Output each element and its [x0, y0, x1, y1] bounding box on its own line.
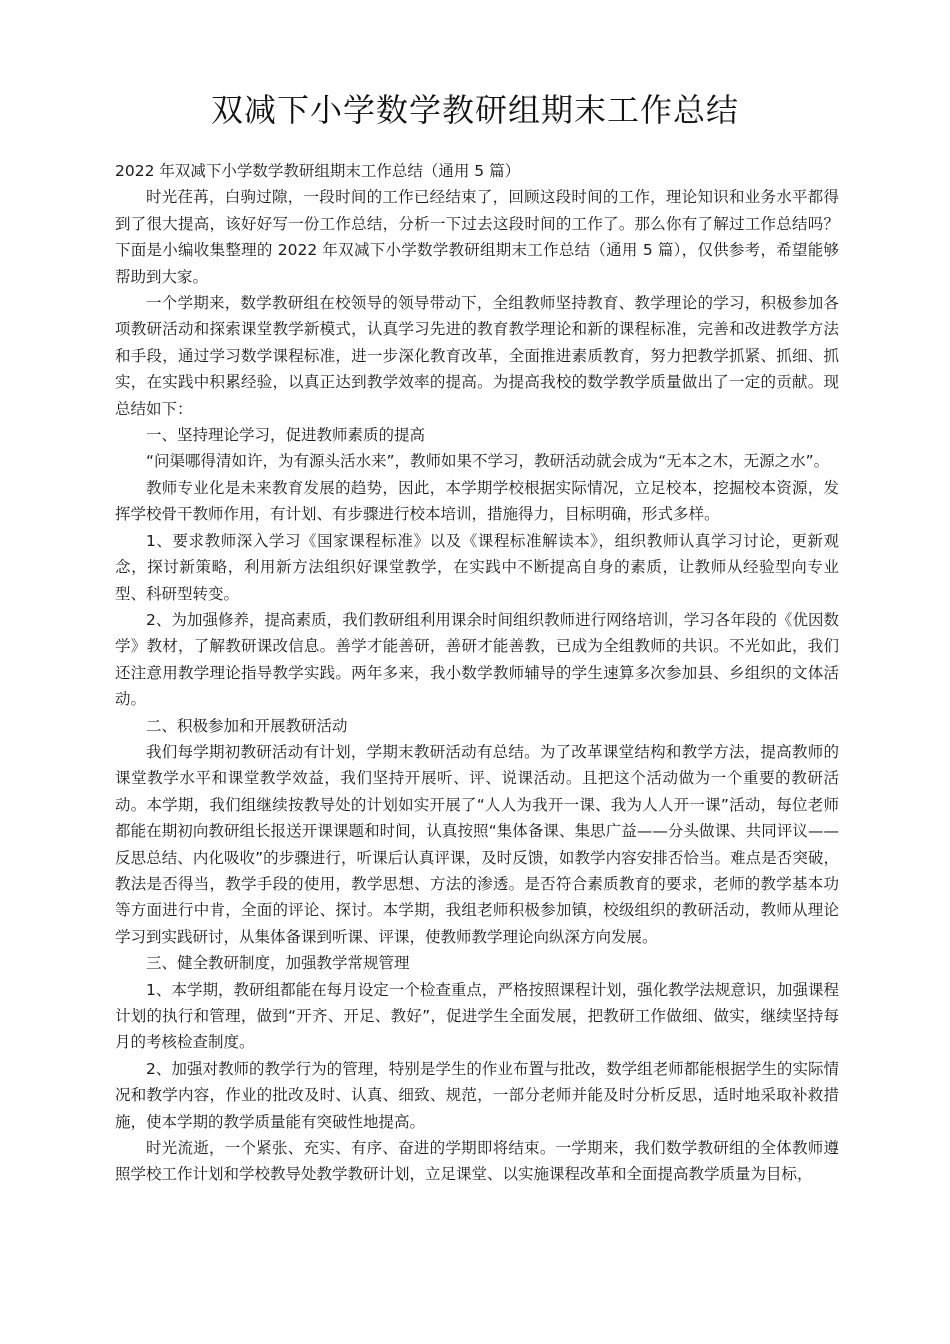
document-body	[115, 158, 839, 1188]
body-paragraph: 三、健全教研制度，加强教学常规管理	[146, 954, 410, 973]
body-paragraph: 1、本学期，教研组都能在每月设定一个检查重点，严格按照课程计划，强化教学法规意识，加强课程计划的执行和管理，做到“开齐、开足、教好”，促进学生全面发展，把教研工作做细、做实，继续坚持每月的考核检查制度。	[115, 980, 839, 1052]
body-paragraph: 教师专业化是未来教育发展的趋势，因此，本学期学校根据实际情况，立足校本，挖掘校本资源，发挥学校骨干教师作用，有计划、有步骤进行校本培训，措施得力，目标明确，形式多样。	[115, 478, 839, 524]
body-paragraph: 我们每学期初教研活动有计划，学期末教研活动有总结。为了改革课堂结构和教学方法，提高教师的课堂教学水平和课堂教学效益，我们坚持开展听、评、说课活动。且把这个活动做为一个重要的教研活动。本学期，我们组继续按教导处的计划如实开展了“人人为我开一课、我为人人开一课”活动，每位老师都能在期初向教研组长报送开课课题和时间，认真按照“集体备课、集思广益——分头做课、共同评议——反思总结、内化吸收”的步骤进行，听课后认真评课，及时反馈，如教学内容安排否恰当。难点是否突破，教法是否得当，教学手段的使用，教学思想、方法的渗透。是否符合素质教育的要求，老师的教学基本功等方面进行中肯，全面的评论、探讨。本学期，我组老师积极参加镇，校级组织的教研活动，教师从理论学习到实践研讨，从集体备课到听课、评课，使教师教学理论向纵深方向发展。	[115, 742, 839, 946]
body-paragraph: 一、坚持理论学习，促进教师素质的提高	[146, 426, 426, 445]
body-paragraph: 2022 年双减下小学数学教研组期末工作总结（通用 5 篇）	[115, 162, 521, 180]
body-paragraph: 1、要求教师深入学习《国家课程标准》以及《课程标准解读本》，组织教师认真学习讨论，更新观念，探讨新策略，利用新方法组织好课堂教学，在实践中不断提高自身的素质，让教师从经验型向专业型、科研型转变。	[115, 531, 839, 603]
document-title: 双减下小学数学教研组期末工作总结	[210, 91, 739, 129]
body-paragraph: 一个学期来，数学教研组在校领导的领导带动下，全组教师坚持教育、教学理论的学习，积极参加各项教研活动和探索课堂教学新模式，认真学习先进的教育教学理论和新的课程标准，完善和改进教学方法和手段，通过学习数学课程标准，进一步深化教育改革，全面推进素质教育，努力把教学抓紧、抓细、抓实，在实践中积累经验，以真正达到教学效率的提高。为提高我校的数学教学质量做出了一定的贡献。现总结如下：	[115, 294, 839, 418]
body-paragraph: 2、加强对教师的教学行为的管理，特别是学生的作业布置与批改，数学组老师都能根据学生的实际情况和教学内容，作业的批改及时、认真、细致、规范，一部分老师并能及时分析反思，适时地采取补救措施，使本学期的教学质量能有突破性地提高。	[115, 1059, 839, 1131]
body-paragraph: 二、积极参加和开展教研活动	[146, 716, 348, 735]
body-paragraph: “问渠哪得清如许，为有源头活水来”，教师如果不学习，教研活动就会成为“无本之木，无源之水”。	[146, 452, 830, 471]
body-paragraph: 时光荏苒，白驹过隙，一段时间的工作已经结束了，回顾这段时间的工作，理论知识和业务水平都得到了很大提高，该好好写一份工作总结，分析一下过去这段时间的工作了。那么你有了解过工作总结吗？下面是小编收集整理的 2022 年双减下小学数学教研组期末工作总结（通用 5 篇），仅供参考，希望能够帮助到大家。	[115, 188, 839, 286]
body-paragraph: 2、为加强修养，提高素质，我们教研组利用课余时间组织教师进行网络培训，学习各年段的《优因数学》教材，了解教研课改信息。善学才能善研，善研才能善教，已成为全组教师的共识。不光如此，我们还注意用教学理论指导教学实践。两年多来，我小数学教师辅导的学生速算多次参加县、乡组织的文体活动。	[115, 610, 839, 709]
body-paragraph: 时光流逝，一个紧张、充实、有序、奋进的学期即将结束。一学期来，我们数学教研组的全体教师遵照学校工作计划和学校教导处教学教研计划，立足课堂、以实施课程改革和全面提高教学质量为目标，	[115, 1139, 839, 1184]
